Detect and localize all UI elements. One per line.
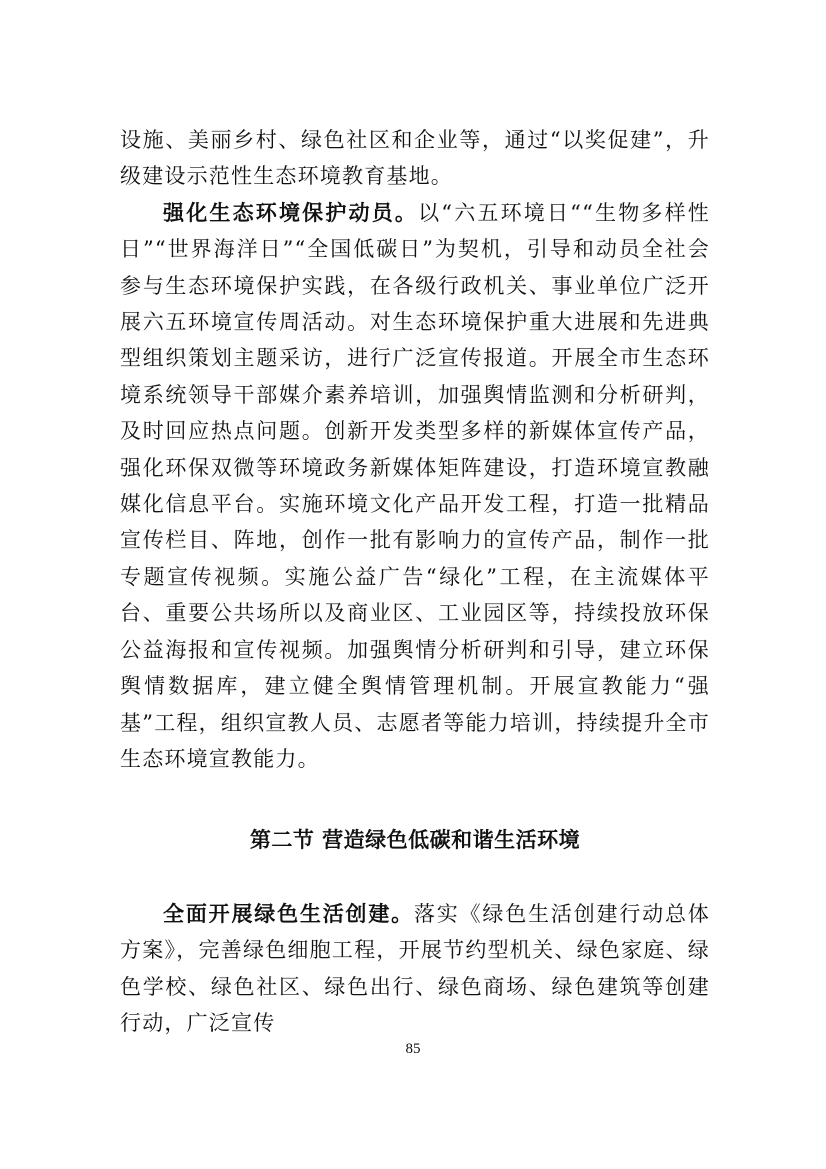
paragraph-text: 落实《绿色生活创建行动总体方案》，完善绿色细胞工程，开展节约型机关、绿色家庭、绿色学校、绿色社区、绿色出行、绿色商场、绿色建筑等创建行动，广泛宣传 — [120, 902, 710, 1036]
page-number: 85 — [405, 1041, 421, 1057]
body-text-top — [120, 122, 710, 777]
section-heading: 第二节 营造绿色低碳和谐生活环境 — [249, 828, 581, 852]
paragraph-lead-heading: 强化生态环境保护动员。 — [163, 200, 419, 225]
paragraph-lead-heading: 全面开展绿色生活创建。 — [163, 902, 414, 926]
paragraph-mobilization — [120, 195, 710, 778]
paragraph-continuation — [120, 122, 710, 195]
paragraph-green-life — [120, 896, 710, 1042]
paragraph-text: 以“六五环境日““生物多样性日”“世界海洋日”“全国低碳日”为契机，引导和动员全社会参与生态环境保护实践，在各级行政机关、事业单位广泛开展六五环境宣传周活动。对生态环境保护重大进展和先进典型组织策划主题采访，进行广泛宣传报道。开展全市生态环境系统领导干部媒介素养培训，加强舆情监测和分析研判，及时回应热点问题。创新开发类型多样的新媒体宣传产品，强化环保双微等环境政务新媒体矩阵建设，打造环境宣教融媒化信息平台。实施环境文化产品开发工程，打造一批精品宣传栏目、阵地，创作一批有影响力的宣传产品，制作一批专题宣传视频。实施公益广告“绿化”工程，在主流媒体平台、重要公共场所以及商业区、工业园区等，持续投放环保公益海报和宣传视频。加强舆情分析研判和引导，建立环保舆情数据库，建立健全舆情管理机制。开展宣教能力“强基”工程，组织宣教人员、志愿者等能力培训，持续提升全市生态环境宣教能力。 — [120, 200, 711, 771]
body-text-bottom — [120, 896, 710, 1042]
paragraph-text: 设施、美丽乡村、绿色社区和企业等，通过“以奖促建”，升级建设示范性生态环境教育基地。 — [120, 128, 710, 189]
